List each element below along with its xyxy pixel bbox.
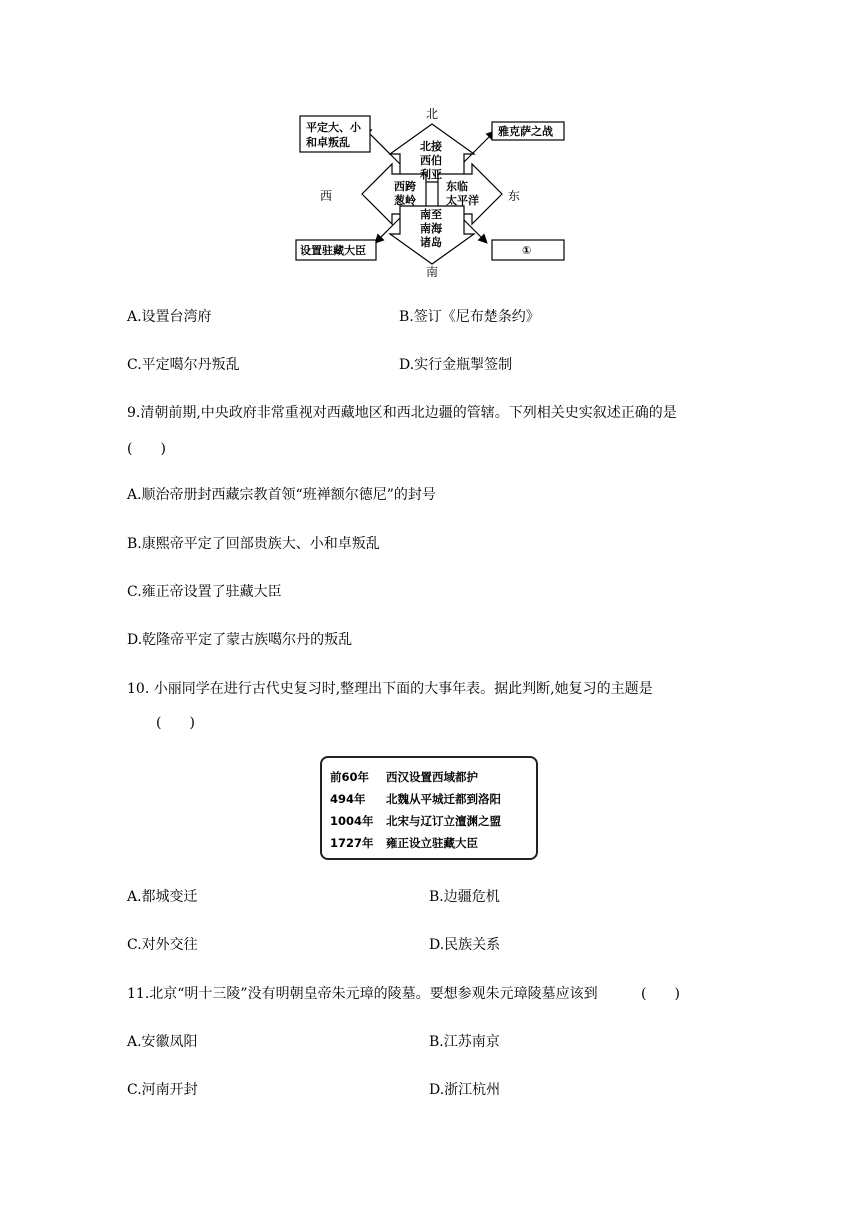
south-text-3: 诸岛 [420,236,442,249]
box-bottom-left-text: 设置驻藏大臣 [300,244,366,257]
chronology-year: 1727年 [330,836,374,850]
chronology-event: 西汉设置西域都护 [386,770,478,784]
box-bottom-right-text: ① [522,244,532,257]
q11-option-c[interactable]: C.河南开封 [127,1082,198,1098]
west-text-1: 西跨 [394,180,416,193]
east-text-1: 东临 [446,180,468,193]
chronology-year: 前60年 [330,770,370,784]
q9-blank: ( ) [127,441,166,457]
chronology-event: 北魏从平城迁都到洛阳 [386,792,501,806]
chronology-event: 北宋与辽订立澶渊之盟 [386,814,501,828]
west-text-2: 葱岭 [394,194,416,207]
territory-diagram [296,104,568,282]
q10-stem: 10. 小丽同学在进行古代史复习时,整理出下面的大事年表。据此判断,她复习的主题是 [127,681,653,697]
east-text-2: 太平洋 [446,194,479,207]
south-text-2: 南海 [420,222,442,235]
west-label: 西 [320,189,333,203]
chronology-table [320,756,538,860]
east-label: 东 [508,189,521,203]
q8-option-d[interactable]: D.实行金瓶掣签制 [399,357,513,373]
q11-option-a[interactable]: A.安徽凤阳 [127,1034,198,1050]
q8-option-a[interactable]: A.设置台湾府 [127,309,212,325]
box-top-left-line1: 平定大、小 [306,121,361,134]
box-top-right-text: 雅克萨之战 [498,125,553,138]
south-label: 南 [426,265,439,279]
q11-blank: ( ) [641,986,680,1002]
q10-option-b[interactable]: B.边疆危机 [429,889,500,905]
q9-option-c[interactable]: C.雍正帝设置了驻藏大臣 [127,584,282,600]
q8-option-b[interactable]: B.签订《尼布楚条约》 [399,309,540,325]
q11-option-b[interactable]: B.江苏南京 [429,1034,500,1050]
q10-blank: ( ) [156,715,195,731]
chronology-year: 1004年 [330,814,374,828]
box-top-left-line2: 和卓叛乱 [306,136,350,149]
q9-stem: 9.清朝前期,中央政府非常重视对西藏地区和西北边疆的管辖。下列相关史实叙述正确的是 [127,405,677,421]
q11-option-d[interactable]: D.浙江杭州 [429,1082,501,1098]
q10-option-d[interactable]: D.民族关系 [429,937,501,953]
north-text-2: 西伯 [420,154,442,167]
q11-stem: 11.北京“明十三陵”没有明朝皇帝朱元璋的陵墓。要想参观朱元璋陵墓应该到 [127,986,598,1002]
arrow-to-top-right [462,132,494,164]
q10-option-a[interactable]: A.都城变迁 [127,889,198,905]
chronology-event: 雍正设立驻藏大臣 [386,836,478,850]
chronology-year: 494年 [330,792,366,806]
south-text-1: 南至 [420,208,442,221]
north-label: 北 [426,107,439,121]
q10-option-c[interactable]: C.对外交往 [127,937,198,953]
q8-option-c[interactable]: C.平定噶尔丹叛乱 [127,357,240,373]
chronology-row [330,832,536,854]
q9-option-b[interactable]: B.康熙帝平定了回部贵族大、小和卓叛乱 [127,536,380,552]
north-text-3: 利亚 [420,168,442,181]
chronology-row [330,810,536,832]
q9-option-a[interactable]: A.顺治帝册封西藏宗教首领“班禅额尔德尼”的封号 [127,487,436,503]
q9-option-d[interactable]: D.乾隆帝平定了蒙古族噶尔丹的叛乱 [127,632,353,648]
chronology-row [330,788,536,810]
north-text-1: 北接 [420,140,442,153]
chronology-row [330,766,536,788]
